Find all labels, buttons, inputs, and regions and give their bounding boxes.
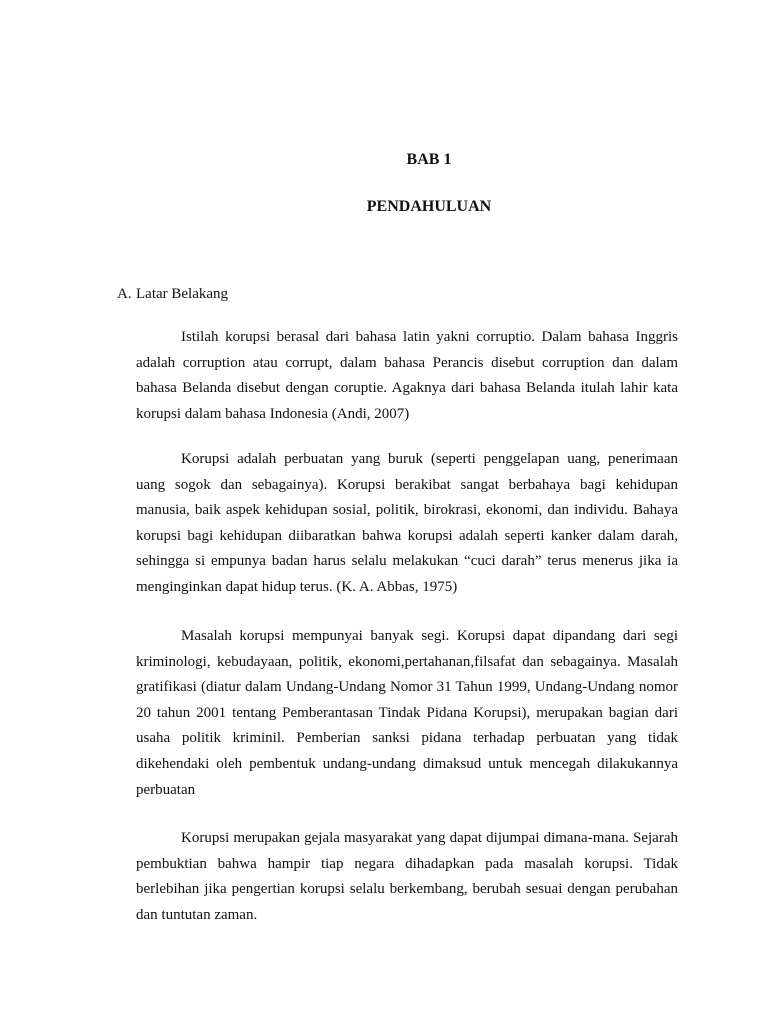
section-heading: [117, 286, 228, 303]
chapter-number: BAB 1: [406, 151, 452, 168]
section-title: Latar Belakang: [136, 286, 229, 302]
chapter-title: PENDAHULUAN: [366, 198, 492, 215]
paragraph-4: Korupsi merupakan gejala masyarakat yang dapat dijumpai dimana-mana. Sejarah pembuktian bahwa hampir tiap negara dihadapkan pada masalah korupsi. Tidak berlebihan jika pengertian korupsi selalu berkembang, berubah sesuai dengan perubahan dan tuntutan zaman.: [136, 830, 678, 923]
paragraph-2: Korupsi adalah perbuatan yang buruk (seperti penggelapan uang, penerimaan uang sogok dan sebagainya). Korupsi berakibat sangat berbahaya bagi kehidupan manusia, baik aspek kehidupan sosial, politik, birokrasi, ekonomi, dan individu. Bahaya korupsi bagi kehidupan diibaratkan bahwa korupsi adalah seperti kanker dalam darah, sehingga si empunya badan harus selalu melakukan “cuci darah” terus menerus jika ia menginginkan dapat hidup terus. (K. A. Abbas, 1975): [136, 451, 678, 595]
paragraph-3: Masalah korupsi mempunyai banyak segi. Korupsi dapat dipandang dari segi kriminologi, kebudayaan, politik, ekonomi,pertahanan,filsafat dan sebagainya. Masalah gratifikasi (diatur dalam Undang-Undang Nomor 31 Tahun 1999, Undang-Undang nomor 20 tahun 2001 tentang Pemberantasan Tindak Pidana Korupsi), merupakan bagian dari usaha politik kriminil. Pemberian sanksi pidana terhadap perbuatan yang tidak dikehendaki oleh pembentuk undang-undang dimaksud untuk mencegah dilakukannya perbuatan: [136, 628, 678, 798]
section-marker: A.: [117, 286, 132, 302]
paragraph-1: Istilah korupsi berasal dari bahasa latin yakni corruptio. Dalam bahasa Inggris adalah corruption atau corrupt, dalam bahasa Perancis disebut corruption dan dalam bahasa Belanda disebut dengan coruptie. Agaknya dari bahasa Belanda itulah lahir kata korupsi dalam bahasa Indonesia (Andi, 2007): [136, 329, 678, 422]
